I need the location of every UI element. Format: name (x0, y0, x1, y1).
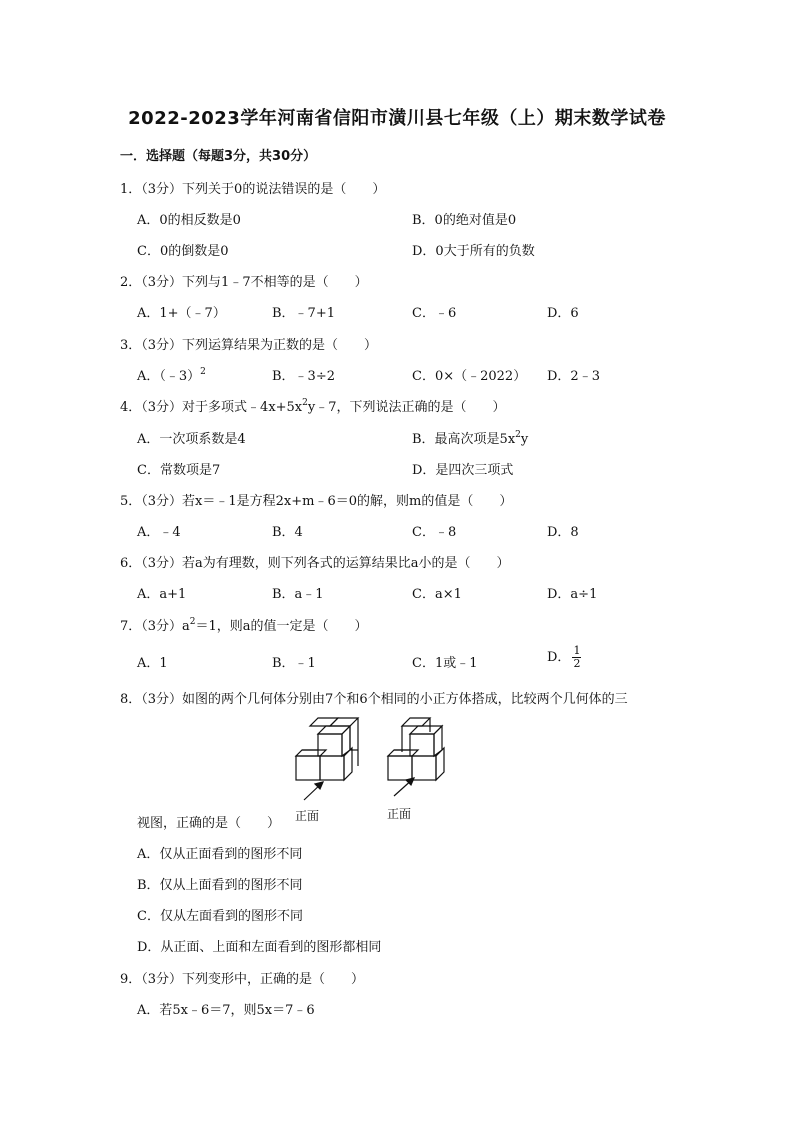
question-7-option-a[interactable]: A．1 (137, 656, 168, 671)
question-4-option-c[interactable]: C．常数项是7 (137, 463, 221, 478)
arrow-right (394, 778, 414, 796)
question-6-option-d[interactable]: D．a÷1 (547, 587, 598, 602)
question-4-option-d[interactable]: D．是四次三项式 (412, 463, 514, 478)
cube-figure (290, 712, 460, 827)
question-5-option-a[interactable]: A．﹣4 (137, 525, 181, 540)
question-3-option-d[interactable]: D．2﹣3 (547, 369, 600, 384)
question-8-option-b[interactable]: B．仅从上面看到的图形不同 (137, 878, 303, 893)
question-2-option-b[interactable]: B．﹣7+1 (272, 306, 335, 321)
question-1-stem: 1．（3分）下列关于0的说法错误的是（ ） (120, 182, 386, 197)
question-3-option-a[interactable] (137, 365, 206, 384)
page-title: 2022-2023学年河南省信阳市潢川县七年级（上）期末数学试卷 (128, 108, 666, 129)
question-7-option-d[interactable] (547, 645, 581, 670)
question-7-option-b[interactable]: B．﹣1 (272, 656, 316, 671)
stem-text: ＝1，则a的值一定是（ ） (195, 619, 368, 634)
question-5-option-b[interactable]: B．4 (272, 525, 303, 540)
question-1-option-d[interactable]: D．0大于所有的负数 (412, 244, 535, 259)
question-3-option-c[interactable]: C．0×（﹣2022） (412, 369, 527, 384)
option-text: B．最高次项是5x (412, 432, 516, 447)
stem-text: 7．（3分）a (120, 619, 190, 634)
question-7-option-c[interactable]: C．1或﹣1 (412, 656, 478, 671)
question-9-stem: 9．（3分）下列变形中，正确的是（ ） (120, 972, 365, 987)
question-8-stem-continued: 视图，正确的是（ ） (137, 816, 281, 831)
question-4-option-a[interactable]: A．一次项系数是4 (137, 432, 246, 447)
exponent: 2 (189, 617, 196, 627)
question-4-option-b[interactable] (412, 428, 528, 447)
option-text: A．（﹣3） (137, 369, 201, 384)
exponent: 2 (200, 367, 206, 377)
question-2-option-c[interactable]: C．﹣6 (412, 306, 457, 321)
question-8-option-a[interactable]: A．仅从正面看到的图形不同 (137, 847, 303, 862)
exponent: 2 (515, 430, 521, 440)
question-8-option-d[interactable]: D．从正面、上面和左面看到的图形都相同 (137, 940, 382, 955)
front-label-left: 正面 (295, 809, 320, 823)
question-1-option-a[interactable]: A．0的相反数是0 (137, 213, 241, 228)
fraction (572, 645, 581, 670)
question-1-option-c[interactable]: C．0的倒数是0 (137, 244, 229, 259)
question-5-option-c[interactable]: C．﹣8 (412, 525, 457, 540)
fraction-numerator: 1 (573, 644, 581, 657)
question-3-stem: 3．（3分）下列运算结果为正数的是（ ） (120, 338, 378, 353)
question-6-stem: 6．（3分）若a为有理数，则下列各式的运算结果比a小的是（ ） (120, 556, 510, 571)
question-9-option-a[interactable]: A．若5x﹣6＝7，则5x＝7﹣6 (137, 1003, 315, 1018)
question-5-option-d[interactable]: D．8 (547, 525, 579, 540)
question-2-stem: 2．（3分）下列与1﹣7不相等的是（ ） (120, 275, 368, 290)
question-8-stem: 8．（3分）如图的两个几何体分别由7个和6个相同的小正方体搭成，比较两个几何体的三 (120, 692, 628, 707)
stem-text: y﹣7，下列说法正确的是（ ） (307, 400, 506, 415)
question-3-option-b[interactable]: B．﹣3÷2 (272, 369, 335, 384)
fraction-denominator: 2 (573, 657, 581, 670)
stem-text: 4．（3分）对于多项式﹣4x+5x (120, 400, 303, 415)
cube-solid-left (296, 718, 358, 780)
question-8-option-c[interactable]: C．仅从左面看到的图形不同 (137, 909, 303, 924)
question-6-option-a[interactable]: A．a+1 (137, 587, 187, 602)
cube-solid-right (388, 718, 444, 780)
exponent: 2 (302, 398, 308, 408)
question-6-option-c[interactable]: C．a×1 (412, 587, 462, 602)
question-2-option-d[interactable]: D．6 (547, 306, 579, 321)
question-2-option-a[interactable]: A．1+（﹣7） (137, 306, 226, 321)
question-5-stem: 5．（3分）若x＝﹣1是方程2x+m﹣6＝0的解，则m的值是（ ） (120, 494, 513, 509)
question-7-stem (120, 615, 368, 634)
question-6-option-b[interactable]: B．a﹣1 (272, 587, 324, 602)
section-heading: 一．选择题（每题3分，共30分） (120, 149, 317, 164)
question-4-stem (120, 396, 506, 415)
question-1-option-b[interactable]: B．0的绝对值是0 (412, 213, 517, 228)
front-label-right: 正面 (387, 807, 412, 821)
arrow-left (304, 782, 323, 800)
option-text: D． (547, 650, 571, 665)
option-text: y (520, 432, 529, 447)
